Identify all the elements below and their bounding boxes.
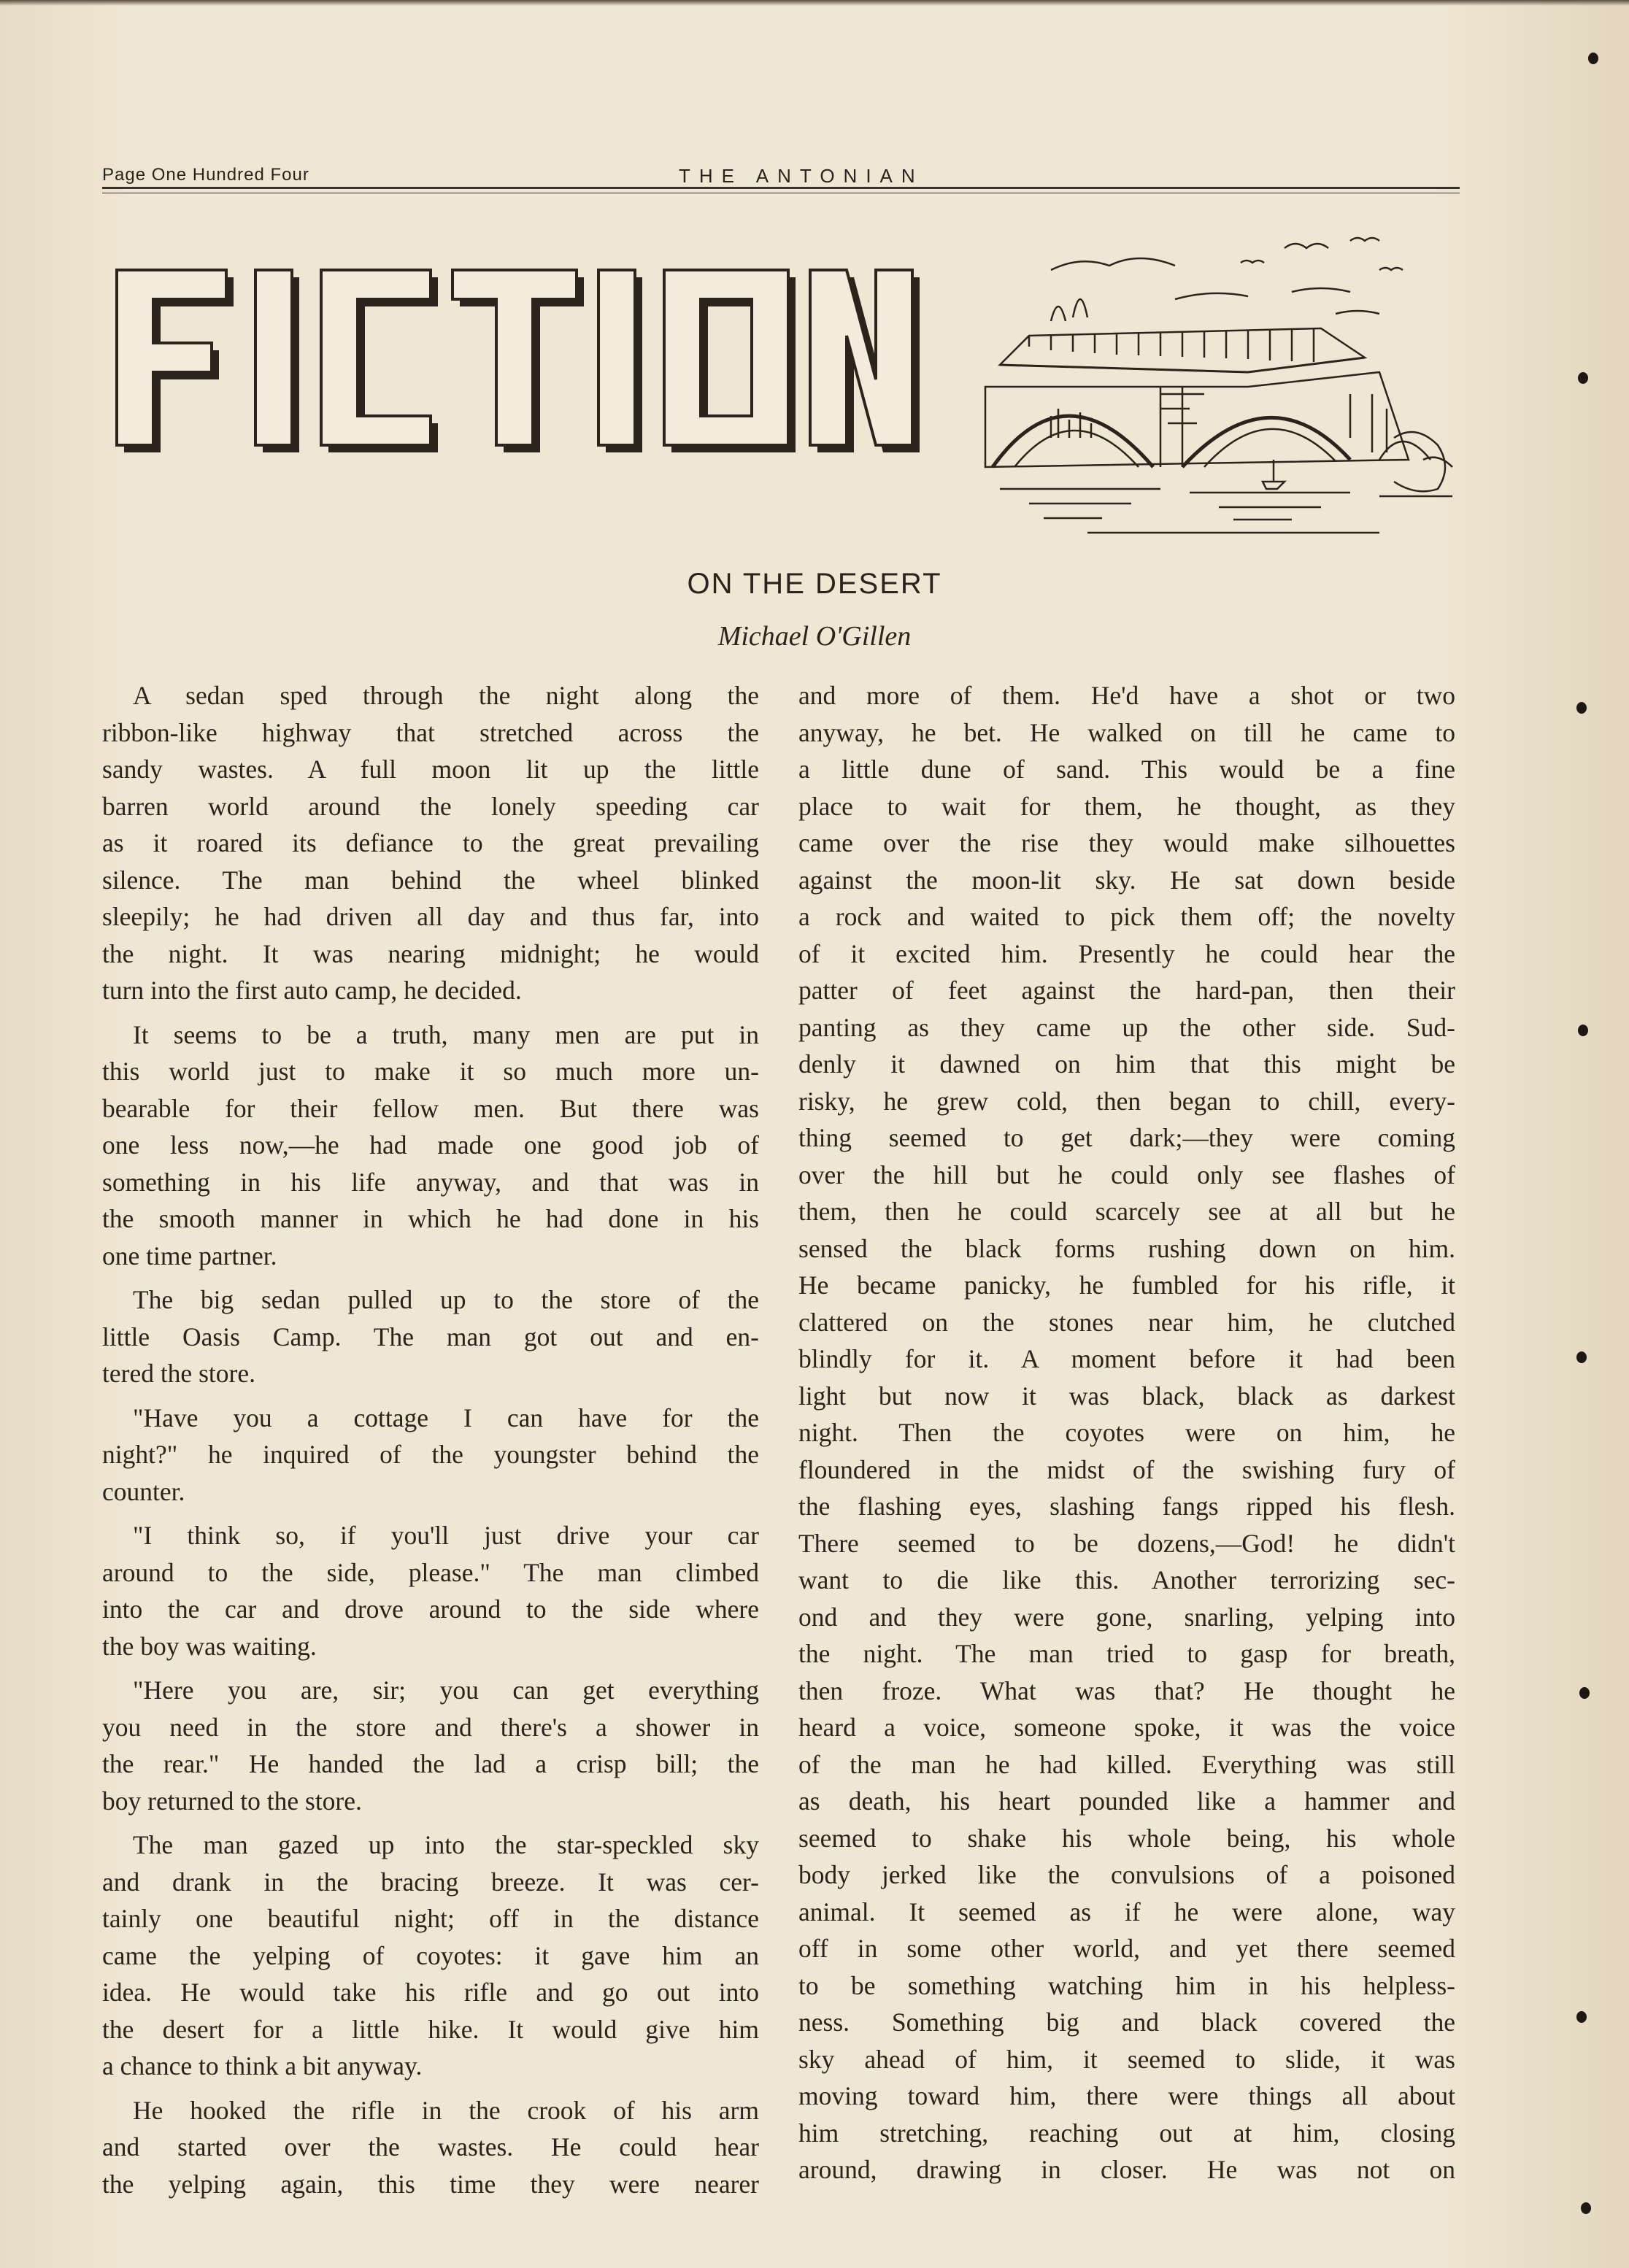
- text-line: the desert for a little hike. It would give him: [102, 2014, 759, 2044]
- page-top-edge: [0, 0, 1629, 6]
- running-header: [102, 165, 1460, 187]
- text-line: this world just to make it so much more un-: [102, 1057, 759, 1086]
- text-line: into the car and drove around to the side where: [102, 1594, 759, 1624]
- text-line: and started over the wastes. He could hear: [102, 2132, 759, 2161]
- text-line: tered the store.: [102, 1359, 255, 1388]
- text-line: turn into the first auto camp, he decided.: [102, 976, 522, 1005]
- text-line: came over the rise they would make silhouettes: [798, 828, 1455, 857]
- text-line: blindly for it. A moment before it had been: [798, 1344, 1455, 1373]
- page-number-label: Page One Hundred Four: [102, 165, 309, 185]
- binding-hole: [1588, 53, 1598, 64]
- text-line: as it roared its defiance to the great prevailing: [102, 828, 759, 857]
- paragraph: [102, 1827, 759, 2085]
- paragraph: [102, 1017, 759, 1275]
- text-line: a rock and waited to pick them off; the novelty: [798, 902, 1455, 931]
- text-line: ness. Something big and black covered the: [798, 2007, 1455, 2037]
- text-line: them, then he could scarcely see at all but he: [798, 1197, 1455, 1226]
- text-line: idea. He would take his rifle and go out into: [102, 1978, 759, 2007]
- bridge-illustration: [941, 219, 1482, 555]
- text-line: bearable for their fellow men. But there was: [102, 1093, 759, 1123]
- paragraph: [102, 2092, 759, 2203]
- text-line: to be something watching him in his helpless-: [798, 1970, 1455, 2000]
- text-line: of it excited him. Presently he could hear the: [798, 938, 1455, 968]
- text-line: one time partner.: [102, 1241, 277, 1270]
- text-line: want to die like this. Another terrorizing sec-: [798, 1565, 1455, 1594]
- paragraph: [102, 1672, 759, 1819]
- text-line: the night. It was nearing midnight; he would: [102, 938, 759, 968]
- text-line: There seemed to be dozens,—God! he didn't: [798, 1528, 1455, 1558]
- text-line: the boy was waiting.: [102, 1631, 317, 1661]
- text-line: sandy wastes. A full moon lit up the little: [102, 755, 759, 784]
- story-title: ON THE DESERT: [687, 568, 942, 600]
- text-line: silence. The man behind the wheel blinked: [102, 865, 759, 895]
- text-line: A sedan sped through the night along the: [133, 681, 759, 710]
- paragraph: [102, 1281, 759, 1392]
- text-line: It seems to be a truth, many men are put in: [133, 1019, 759, 1049]
- paragraph: [102, 1400, 759, 1511]
- text-line: panting as they came up the other side. Sud-: [798, 1012, 1455, 1042]
- fiction-section-title: [102, 248, 920, 467]
- text-line: He hooked the rifle in the crook of his arm: [133, 2095, 759, 2125]
- text-line: the smooth manner in which he had done in his: [102, 1204, 759, 1233]
- text-line: around to the side, please." The man climbed: [102, 1557, 759, 1587]
- binding-hole: [1576, 1351, 1587, 1363]
- text-line: seemed to shake his whole being, his whole: [798, 1823, 1455, 1853]
- text-line: sensed the black forms rushing down on him.: [798, 1233, 1455, 1263]
- text-line: one less now,—he had made one good job of: [102, 1130, 759, 1160]
- text-line: a chance to think a bit anyway.: [102, 2051, 423, 2080]
- text-line: clattered on the stones near him, he clutched: [798, 1307, 1455, 1337]
- binding-hole: [1578, 1025, 1588, 1036]
- right-column: [798, 677, 1455, 2188]
- text-line: risky, he grew cold, then began to chill, every-: [798, 1086, 1455, 1116]
- text-line: floundered in the midst of the swishing fury of: [798, 1454, 1455, 1484]
- text-line: counter.: [102, 1476, 185, 1506]
- paragraph: [102, 677, 759, 1009]
- text-line: heard a voice, someone spoke, it was the voice: [798, 1713, 1455, 1742]
- text-line: of the man he had killed. Everything was still: [798, 1749, 1455, 1779]
- text-line: moving toward him, there were things all about: [798, 2081, 1455, 2110]
- text-line: the night. The man tried to gasp for breath,: [798, 1639, 1455, 1668]
- text-line: sleepily; he had driven all day and thus far, into: [102, 902, 759, 931]
- paragraph: [102, 1517, 759, 1665]
- text-line: you need in the store and there's a shower in: [102, 1712, 759, 1742]
- text-line: something in his life anyway, and that was in: [102, 1167, 759, 1197]
- binding-hole: [1576, 2011, 1587, 2023]
- header-rule: [102, 187, 1460, 189]
- binding-hole: [1578, 372, 1588, 384]
- text-line: denly it dawned on him that this might be: [798, 1049, 1455, 1079]
- text-line: and more of them. He'd have a shot or two: [798, 681, 1455, 710]
- binding-hole: [1579, 1687, 1590, 1699]
- text-line: light but now it was black, black as darkest: [798, 1381, 1455, 1411]
- text-line: He became panicky, he fumbled for his rifle, it: [798, 1270, 1455, 1300]
- text-line: the flashing eyes, slashing fangs ripped his flesh.: [798, 1492, 1455, 1521]
- text-line: and drank in the bracing breeze. It was cer-: [102, 1867, 759, 1897]
- text-line: barren world around the lonely speeding car: [102, 791, 759, 821]
- text-line: the rear." He handed the lad a crisp bill; the: [102, 1749, 759, 1778]
- text-line: as death, his heart pounded like a hammer and: [798, 1786, 1455, 1816]
- text-line: him stretching, reaching out at him, closing: [798, 2118, 1455, 2148]
- text-line: off in some other world, and yet there seemed: [798, 1934, 1455, 1963]
- text-line: thing seemed to get dark;—they were coming: [798, 1123, 1455, 1152]
- text-line: against the moon-lit sky. He sat down beside: [798, 865, 1455, 895]
- text-line: "I think so, if you'll just drive your car: [133, 1521, 759, 1550]
- text-line: tainly one beautiful night; off in the distance: [102, 1904, 759, 1933]
- text-line: patter of feet against the hard-pan, then their: [798, 976, 1455, 1005]
- journal-title: THE ANTONIAN: [679, 165, 924, 187]
- text-line: ribbon-like highway that stretched across the: [102, 717, 759, 747]
- text-line: the yelping again, this time they were nearer: [102, 2169, 759, 2199]
- binding-hole: [1576, 702, 1587, 714]
- binding-hole: [1581, 2202, 1591, 2214]
- text-line: then froze. What was that? He thought he: [798, 1675, 1455, 1705]
- text-line: "Have you a cottage I can have for the: [133, 1403, 759, 1432]
- text-line: sky ahead of him, it seemed to slide, it was: [798, 2044, 1455, 2074]
- text-line: night?" he inquired of the youngster behind the: [102, 1440, 759, 1469]
- text-line: animal. It seemed as if he were alone, way: [798, 1897, 1455, 1926]
- story-author: Michael O'Gillen: [717, 621, 912, 652]
- text-line: around, drawing in closer. He was not on: [798, 2155, 1455, 2184]
- text-line: place to wait for them, he thought, as they: [798, 791, 1455, 821]
- paragraph: [798, 677, 1455, 2188]
- text-line: "Here you are, sir; you can get everything: [133, 1675, 759, 1705]
- text-line: The big sedan pulled up to the store of the: [133, 1285, 759, 1314]
- text-line: night. Then the coyotes were on him, he: [798, 1418, 1455, 1447]
- text-line: little Oasis Camp. The man got out and en-: [102, 1322, 759, 1351]
- text-line: came the yelping of coyotes: it gave him an: [102, 1940, 759, 1970]
- text-line: ond and they were gone, snarling, yelping into: [798, 1602, 1455, 1632]
- text-line: anyway, he bet. He walked on till he came to: [798, 717, 1455, 747]
- text-line: body jerked like the convulsions of a poisoned: [798, 1860, 1455, 1889]
- text-line: The man gazed up into the star-speckled sky: [133, 1830, 759, 1859]
- text-line: boy returned to the store.: [102, 1786, 362, 1816]
- left-column: [102, 677, 759, 2210]
- text-line: a little dune of sand. This would be a fine: [798, 755, 1455, 784]
- text-line: over the hill but he could only see flashes of: [798, 1160, 1455, 1189]
